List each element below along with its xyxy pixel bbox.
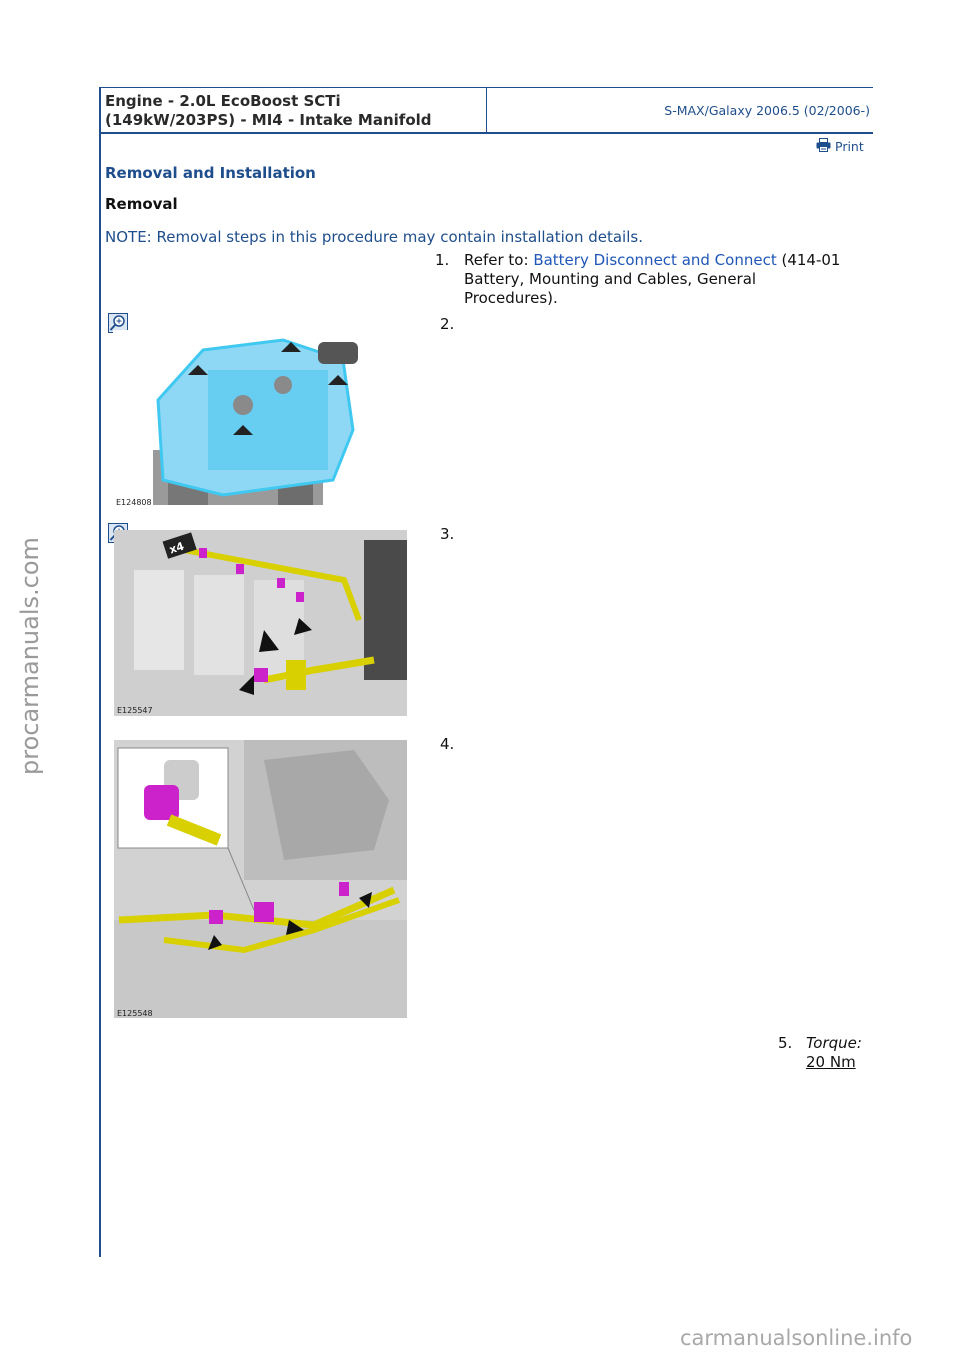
step-1-line2: Battery, Mounting and Cables, General	[464, 270, 757, 288]
step-1-line3: Procedures).	[464, 289, 558, 307]
torque-value: 20 Nm	[806, 1053, 856, 1071]
step-1-suffix: (414-01	[776, 251, 841, 269]
step-number-3: 3.	[440, 525, 455, 543]
step-number-5: 5.	[778, 1034, 793, 1052]
document-title	[105, 92, 485, 130]
torque-label: Torque:	[806, 1034, 862, 1052]
subsection-title: Removal	[105, 195, 178, 213]
figure-callout-x4: x4	[167, 539, 186, 557]
step-number-4: 4.	[440, 735, 455, 753]
step-text-1	[464, 251, 864, 308]
document-title-line1: Engine - 2.0L EcoBoost SCTi	[105, 92, 341, 110]
engine-cover-figure	[113, 330, 363, 508]
printer-icon	[816, 138, 831, 155]
print-button[interactable]	[816, 138, 864, 155]
left-border	[99, 87, 101, 1257]
figure-label-e124808: E124808	[116, 498, 152, 507]
step-number-2: 2.	[440, 315, 455, 333]
bottom-watermark: carmanualsonline.info	[680, 1326, 913, 1350]
procedure-note: NOTE: Removal steps in this procedure may contain installation details.	[105, 228, 643, 246]
vehicle-model: S-MAX/Galaxy 2006.5 (02/2006-)	[664, 103, 870, 118]
torque-spec	[806, 1034, 862, 1072]
side-watermark: procarmanuals.com	[16, 537, 44, 775]
step-number-1: 1.	[435, 251, 450, 269]
figure-label-e125547: E125547	[117, 706, 153, 715]
header-divider	[486, 88, 487, 132]
battery-disconnect-link[interactable]: Battery Disconnect and Connect	[533, 251, 777, 269]
step-1-prefix: Refer to:	[464, 251, 534, 269]
fuel-line-figure	[114, 530, 407, 716]
figure-label-e125548: E125548	[117, 1009, 153, 1018]
print-label: Print	[835, 139, 864, 154]
header-bottom-border	[100, 132, 873, 134]
document-title-line2: (149kW/203PS) - MI4 - Intake Manifold	[105, 111, 432, 129]
section-title: Removal and Installation	[105, 164, 316, 182]
fuel-connector-figure	[114, 740, 407, 1018]
